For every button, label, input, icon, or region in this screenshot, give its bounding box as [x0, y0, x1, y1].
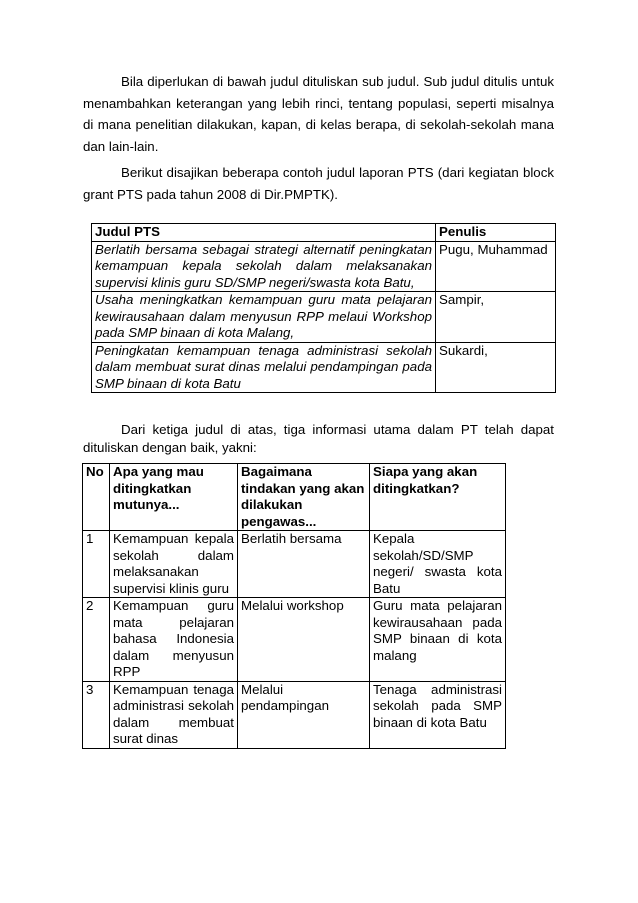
table-contoh-judul-pts	[91, 223, 556, 393]
cell-siapa: Kepala sekolah/SD/SMP negeri/ swasta kota Batu	[370, 531, 506, 598]
cell-penulis: Pugu, Muhammad	[436, 241, 556, 292]
paragraph-text: Dari ketiga judul di atas, tiga informasi utama dalam PT telah dapat dituliskan dengan baik, yakni:	[83, 422, 554, 455]
table-row	[92, 292, 556, 343]
cell-penulis: Sampir,	[436, 292, 556, 343]
cell-bagaimana: Berlatih bersama	[238, 531, 370, 598]
cell-bagaimana: Melalui workshop	[238, 598, 370, 682]
cell-no: 3	[83, 681, 110, 748]
cell-judul: Berlatih bersama sebagai strategi alternatif peningkatan kemampuan kepala sekolah dalam melaksanakan supervisi klinis guru SD/SMP negeri/swasta kota Batu,	[92, 241, 436, 292]
header-bagaimana: Bagaimana tindakan yang akan dilakukan pengawas...	[238, 464, 370, 531]
cell-judul: Peningkatan kemampuan tenaga administrasi sekolah dalam membuat surat dinas melalui pendampingan pada SMP binaan di kota Batu	[92, 342, 436, 393]
header-penulis: Penulis	[436, 224, 556, 242]
header-apa: Apa yang mau ditingkatkan mutunya...	[110, 464, 238, 531]
cell-apa: Kemampuan kepala sekolah dalam melaksanakan supervisi klinis guru	[110, 531, 238, 598]
table-row	[83, 598, 506, 682]
cell-siapa: Guru mata pelajaran kewirausahaan pada SMP binaan di kota malang	[370, 598, 506, 682]
table-row	[83, 531, 506, 598]
paragraph-tiga-informasi	[83, 421, 554, 456]
table-row	[83, 681, 506, 748]
header-siapa: Siapa yang akan ditingkatkan?	[370, 464, 506, 531]
paragraph-contoh-judul	[83, 162, 554, 205]
table-row	[92, 342, 556, 393]
table-row	[92, 241, 556, 292]
table-informasi-utama	[82, 463, 506, 749]
paragraph-text: Berikut disajikan beberapa contoh judul laporan PTS (dari kegiatan block grant PTS pada tahun 2008 di Dir.PMPTK).	[83, 165, 554, 202]
paragraph-sub-judul	[83, 71, 554, 157]
cell-siapa: Tenaga administrasi sekolah pada SMP binaan di kota Batu	[370, 681, 506, 748]
table-header-row	[83, 464, 506, 531]
cell-apa: Kemampuan guru mata pelajaran bahasa Indonesia dalam menyusun RPP	[110, 598, 238, 682]
table-header-row	[92, 224, 556, 242]
header-judul-pts: Judul PTS	[92, 224, 436, 242]
cell-no: 1	[83, 531, 110, 598]
cell-penulis: Sukardi,	[436, 342, 556, 393]
header-no: No	[83, 464, 110, 531]
cell-judul: Usaha meningkatkan kemampuan guru mata pelajaran kewirausahaan dalam menyusun RPP melaui Workshop pada SMP binaan di kota Malang,	[92, 292, 436, 343]
cell-apa: Kemampuan tenaga administrasi sekolah dalam membuat surat dinas	[110, 681, 238, 748]
cell-bagaimana: Melalui pendampingan	[238, 681, 370, 748]
cell-no: 2	[83, 598, 110, 682]
paragraph-text: Bila diperlukan di bawah judul dituliskan sub judul. Sub judul ditulis untuk menambahkan keterangan yang lebih rinci, tentang populasi, seperti misalnya di mana penelitian dilakukan, kapan, di kelas berapa, di sekolah-sekolah mana dan lain-lain.	[83, 74, 554, 154]
